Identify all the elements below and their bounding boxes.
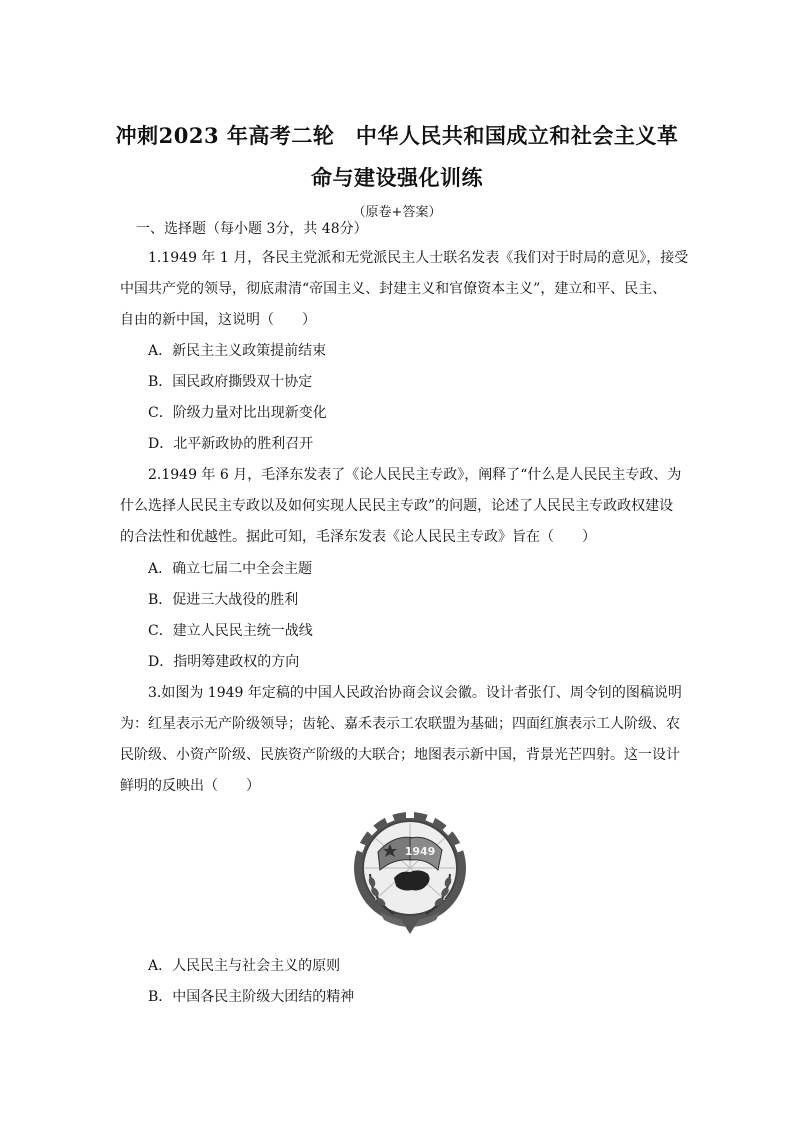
- question-1-option-c: C．阶级力量对比出现新变化: [148, 405, 327, 421]
- question-3-stem-line-2: 为：红星表示无产阶级领导；齿轮、嘉禾表示工农联盟为基础；四面红旗表示工人阶级、农: [120, 716, 680, 732]
- question-3-option-b: B．中国各民主阶级大团结的精神: [148, 989, 355, 1005]
- document-subtitle: （原卷+答案）: [352, 205, 442, 220]
- question-1-option-b: B．国民政府撕毁双十协定: [148, 374, 313, 390]
- question-1-stem-line-2: 中国共产党的领导，彻底肃清“帝国主义、封建主义和官僚资本主义”，建立和平、民主、: [120, 281, 667, 297]
- question-2-option-c: C．建立人民民主统一战线: [148, 623, 313, 639]
- question-1-stem-line-1: 1.1949 年 1 月，各民主党派和无党派民主人士联名发表《我们对于时局的意见》，接受: [148, 250, 689, 266]
- question-1-stem-line-3: 自由的新中国，这说明（ ）: [120, 312, 316, 328]
- cppcc-emblem-image: [350, 808, 470, 936]
- question-1-option-a: A．新民主主义政策提前结束: [148, 343, 327, 359]
- question-2-stem-line-2: 什么选择人民民主专政以及如何实现人民民主专政”的问题，论述了人民民主专政政权建设: [120, 498, 674, 514]
- question-2-stem-line-3: 的合法性和优越性。据此可知，毛泽东发表《论人民民主专政》旨在（ ）: [120, 529, 596, 545]
- question-3-option-a: A．人民民主与社会主义的原则: [148, 958, 341, 974]
- question-2-stem-line-1: 2.1949 年 6 月，毛泽东发表了《论人民民主专政》，阐释了“什么是人民民主专政、为: [148, 467, 682, 483]
- section-heading: 一、选择题（每小题 3分，共 48分）: [136, 221, 368, 237]
- question-3-stem-line-4: 鲜明的反映出（ ）: [120, 778, 260, 794]
- question-3-stem-line-3: 民阶级、小资产阶级、民族资产阶级的大联合；地图表示新中国，背景光芒四射。这一设计: [120, 747, 680, 763]
- emblem-year-label: 1949: [404, 845, 436, 858]
- question-3-stem-line-1: 3.如图为 1949 年定稿的中国人民政治协商会议会徽。设计者张仃、周令钊的图稿说明: [148, 685, 682, 701]
- question-2-option-d: D．指明筹建政权的方向: [148, 654, 300, 670]
- question-2-option-b: B．促进三大战役的胜利: [148, 592, 299, 608]
- question-2-option-a: A．确立七届二中全会主题: [148, 561, 313, 577]
- document-title-line-2: 命与建设强化训练: [311, 165, 483, 190]
- document-title-line-1: 冲刺2023 年高考二轮 中华人民共和国成立和社会主义革: [115, 123, 679, 148]
- question-1-option-d: D．北平新政协的胜利召开: [148, 436, 314, 452]
